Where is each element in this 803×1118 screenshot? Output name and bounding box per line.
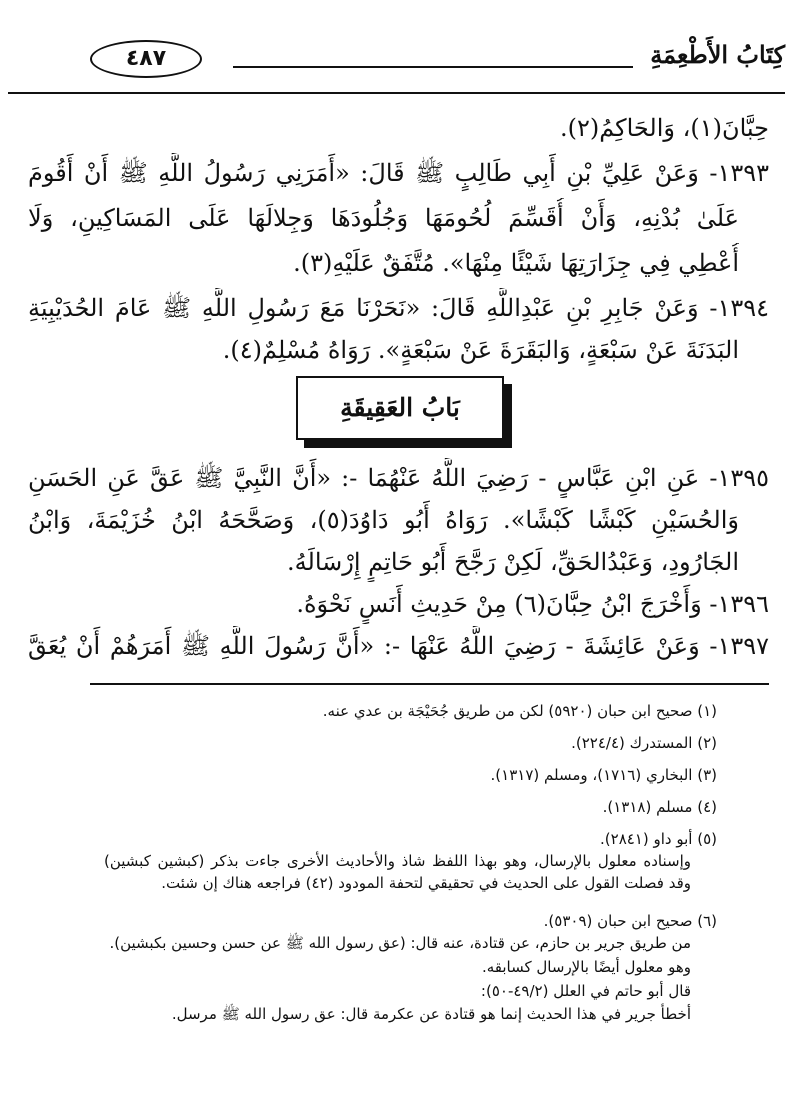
footnote-5-cont: وقد فصلت القول على الحديث في تحقيقي لتحفة المودود (٤٢) فراجعه هناك إن شئت. <box>161 874 691 892</box>
chapter-title: بَابُ العَقِيقَةِ <box>340 393 460 422</box>
body-line: حِبَّانَ(١)، وَالحَاكِمُ(٢). <box>559 114 769 142</box>
running-title: كِتَابُ الأَطْعِمَةِ <box>650 40 785 69</box>
header-rule <box>233 66 633 68</box>
footnote-3: (٣) البخاري (١٧١٦)، ومسلم (١٣١٧). <box>490 766 717 784</box>
body-line: وَالحُسَيْنِ كَبْشًا كَبْشًا». رَوَاهُ أَبُو دَاوُدَ(٥)، وَصَحَّحَهُ ابْنُ خُزَيْمَةَ، وَابْنُ <box>28 506 739 534</box>
body-line: أُعْطِي فِي جِزَارَتِهَا شَيْئًا مِنْهَا». مُتَّفَقٌ عَلَيْهِ(٣). <box>293 249 739 277</box>
footnote-6-cont: من طريق جرير بن حازم، عن قتادة، عنه قال: (عق رسول الله ﷺ عن حسن وحسين بكبشين). <box>109 934 691 952</box>
hadith-1393-line: ١٣٩٣- وَعَنْ عَلِيِّ بْنِ أَبِي طَالِبٍ ﷺ قَالَ: «أَمَرَنِي رَسُولُ اللَّهِ ﷺ أَنْ أَقُومَ <box>28 159 769 187</box>
hadith-1397-line: ١٣٩٧- وَعَنْ عَائِشَةَ - رَضِيَ اللَّهُ عَنْهَا -: «أَنَّ رَسُولَ اللَّهِ ﷺ أَمَرَهُمْ أَنْ يُعَقَّ <box>28 632 769 660</box>
footnote-divider <box>90 683 769 685</box>
header-divider <box>8 92 785 94</box>
footnote-5: (٥) أبو داو (٢٨٤١). <box>600 830 717 848</box>
footnote-2: (٢) المستدرك (٢٢٤/٤). <box>571 734 717 752</box>
chapter-title-box <box>296 376 504 440</box>
footnote-6: (٦) صحيح ابن حبان (٥٣٠٩). <box>543 912 717 930</box>
hadith-1395-line: ١٣٩٥- عَنِ ابْنِ عَبَّاسٍ - رَضِيَ اللَّهُ عَنْهُمَا -: «أَنَّ النَّبِيَّ ﷺ عَقَّ عَنِ الحَسَنِ <box>28 464 769 492</box>
hadith-1396-line: ١٣٩٦- وَأَخْرَجَ ابْنُ حِبَّانَ(٦) مِنْ حَدِيثِ أَنَسٍ نَحْوَهُ. <box>296 590 769 618</box>
page-number: ٤٨٧ <box>90 40 202 78</box>
hadith-1394-line: ١٣٩٤- وَعَنْ جَابِرِ بْنِ عَبْدِاللَّهِ قَالَ: «نَحَرْنَا مَعَ رَسُولِ اللَّهِ ﷺ عَامَ الحُدَيْبِيَةِ <box>28 294 769 322</box>
footnote-5-cont: وإسناده معلول بالإرسال، وهو بهذا اللفظ شاذ والأحاديث الأخرى جاءت بذكر (كبشين كبشين) <box>104 852 691 870</box>
body-line: البَدَنَةَ عَنْ سَبْعَةٍ، وَالبَقَرَةَ عَنْ سَبْعَةٍ». رَوَاهُ مُسْلِمٌ(٤). <box>222 336 739 364</box>
footnote-6-cont: قال أبو حاتم في العلل (٤٩/٢-٥٠): <box>480 982 691 1000</box>
footnote-4: (٤) مسلم (١٣١٨). <box>602 798 717 816</box>
footnote-6-cont: أخطأ جرير في هذا الحديث إنما هو قتادة عن عكرمة قال: عق رسول الله ﷺ مرسل. <box>171 1005 691 1023</box>
footnote-1: (١) صحيح ابن حبان (٥٩٢٠) لكن من طريق جُحَيْجَة بن عدي عنه. <box>322 702 717 720</box>
body-line: عَلَىٰ بُدْنِهِ، وَأَنْ أُقَسِّمَ لُحُومَهَا وَجُلُودَهَا وَجِلالَهَا عَلَى المَسَاكِينِ، وَلَا <box>28 204 739 232</box>
footnote-6-cont: وهو معلول أيضًا بالإرسال كسابقه. <box>481 958 691 976</box>
body-line: الجَارُودِ، وَعَبْدُالحَقِّ، لَكِنْ رَجَّحَ أَبُو حَاتِمٍ إِرْسَالَهُ. <box>287 548 739 576</box>
